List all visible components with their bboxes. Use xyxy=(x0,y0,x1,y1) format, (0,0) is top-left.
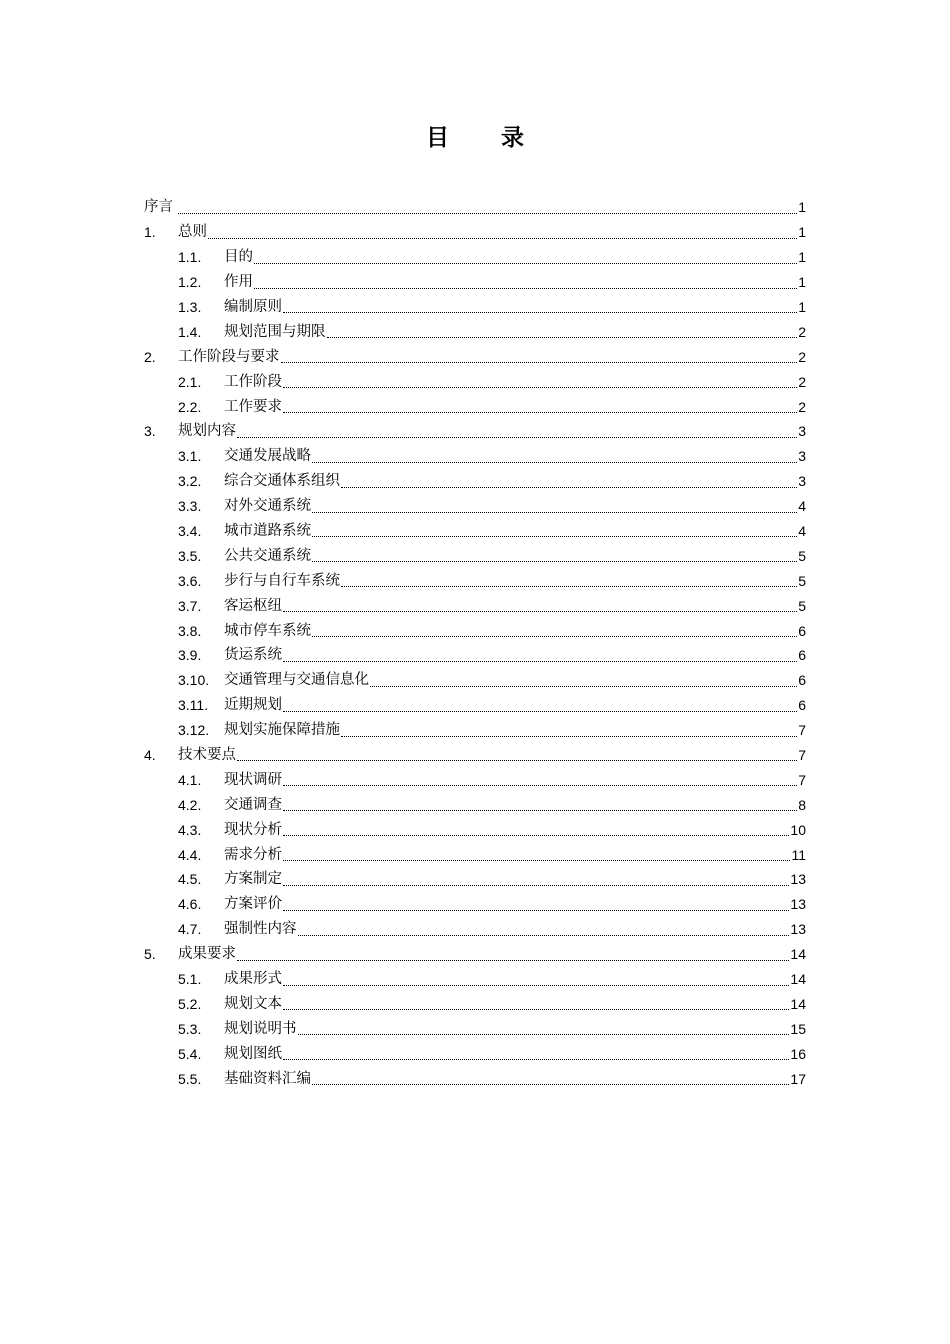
toc-section-entry[interactable] xyxy=(144,220,806,245)
toc-subsection-entry[interactable] xyxy=(144,917,806,942)
toc-entry-label: 成果形式 xyxy=(224,971,282,988)
toc-subsection-entry[interactable] xyxy=(144,817,806,842)
toc-dot-leader xyxy=(283,660,797,662)
toc-entry-page-number: 4 xyxy=(798,498,806,515)
toc-dot-leader xyxy=(312,461,797,463)
toc-entry-number: 2.1. xyxy=(178,373,202,390)
toc-entry-number: 2. xyxy=(144,348,156,365)
toc-subsection-entry[interactable] xyxy=(144,245,806,270)
toc-entry-page-number: 16 xyxy=(790,1045,806,1062)
toc-entry-number: 3.9. xyxy=(178,647,202,664)
toc-entry-label: 方案评价 xyxy=(224,896,282,913)
toc-entry-number: 5.4. xyxy=(178,1045,202,1062)
toc-entry-label: 编制原则 xyxy=(224,299,282,315)
toc-entry-label: 规划内容 xyxy=(178,423,236,440)
toc-subsection-entry[interactable] xyxy=(144,394,806,419)
toc-dot-leader xyxy=(298,934,790,936)
toc-entry-page-number: 1 xyxy=(798,274,806,291)
toc-entry-number: 5. xyxy=(144,946,156,963)
toc-entry-label: 工作阶段 xyxy=(224,373,282,390)
toc-entry-number: 4.6. xyxy=(178,896,202,913)
toc-dot-leader xyxy=(283,809,797,811)
toc-entry-page-number: 13 xyxy=(790,896,806,913)
toc-subsection-entry[interactable] xyxy=(144,568,806,593)
toc-entry-label: 作用 xyxy=(224,274,253,291)
toc-entry-label: 交通发展战略 xyxy=(224,448,311,465)
toc-subsection-entry[interactable] xyxy=(144,319,806,344)
toc-dot-leader xyxy=(283,859,790,861)
toc-subsection-entry[interactable] xyxy=(144,842,806,867)
toc-entry-label: 规划图纸 xyxy=(224,1045,282,1062)
toc-dot-leader xyxy=(341,486,797,488)
toc-subsection-entry[interactable] xyxy=(144,767,806,792)
toc-entry-label: 城市道路系统 xyxy=(224,523,311,540)
toc-entry-page-number: 5 xyxy=(798,547,806,564)
toc-title: 目 录 xyxy=(425,125,546,151)
toc-entry-label: 步行与自行车系统 xyxy=(224,572,340,589)
toc-dot-leader xyxy=(283,710,797,712)
toc-entry-number: 3.3. xyxy=(178,498,202,515)
toc-dot-leader xyxy=(254,262,797,264)
toc-entry-page-number: 2 xyxy=(798,398,806,415)
toc-subsection-entry[interactable] xyxy=(144,1016,806,1041)
toc-entry-page-number: 6 xyxy=(798,622,806,639)
toc-entry-page-number: 5 xyxy=(798,572,806,589)
toc-dot-leader xyxy=(312,535,797,537)
toc-entry-number: 2.2. xyxy=(178,398,202,415)
toc-entry-number: 3.11. xyxy=(178,697,209,714)
toc-entry-label: 方案制定 xyxy=(224,871,282,888)
toc-subsection-entry[interactable] xyxy=(144,668,806,693)
toc-entry-page-number: 14 xyxy=(790,995,806,1012)
toc-subsection-entry[interactable] xyxy=(144,593,806,618)
toc-dot-leader xyxy=(237,759,797,761)
toc-entry-page-number: 7 xyxy=(798,747,806,764)
toc-entry-label: 成果要求 xyxy=(178,946,236,963)
toc-entry-number: 3. xyxy=(144,423,156,440)
toc-subsection-entry[interactable] xyxy=(144,618,806,643)
toc-entry-label: 综合交通体系组织 xyxy=(224,473,340,490)
toc-subsection-entry[interactable] xyxy=(144,643,806,668)
toc-entry-page-number: 14 xyxy=(790,946,806,963)
toc-entry-page-number: 1 xyxy=(798,199,806,216)
toc-entry-number: 3.7. xyxy=(178,597,202,614)
toc-subsection-entry[interactable] xyxy=(144,444,806,469)
toc-subsection-entry[interactable] xyxy=(144,469,806,494)
toc-entry-label: 强制性内容 xyxy=(224,921,297,938)
toc-dot-leader xyxy=(341,585,797,587)
toc-dot-leader xyxy=(283,884,789,886)
toc-entry-label: 规划实施保障措施 xyxy=(224,722,340,739)
toc-entry-label: 规划范围与期限 xyxy=(224,323,326,340)
toc-dot-leader xyxy=(283,909,789,911)
toc-dot-leader xyxy=(312,511,797,513)
toc-entry-number: 4.7. xyxy=(178,921,202,938)
toc-entry-page-number: 4 xyxy=(798,523,806,540)
toc-entry-label: 基础资料汇编 xyxy=(224,1070,311,1087)
toc-entry-page-number: 3 xyxy=(798,448,806,465)
toc-entry-page-number: 11 xyxy=(791,846,806,863)
toc-entry-number: 3.2. xyxy=(178,473,202,490)
toc-entry-number: 1.2. xyxy=(178,274,202,291)
toc-dot-leader xyxy=(283,1058,789,1060)
toc-entry-label: 交通管理与交通信息化 xyxy=(224,672,369,689)
toc-entry-number: 3.8. xyxy=(178,622,202,639)
toc-entry-page-number: 5 xyxy=(798,597,806,614)
toc-subsection-entry[interactable] xyxy=(144,967,806,992)
toc-entry-label: 总则 xyxy=(178,224,207,241)
toc-entry-page-number: 3 xyxy=(798,423,806,440)
toc-subsection-entry[interactable] xyxy=(144,543,806,568)
toc-subsection-entry[interactable] xyxy=(144,295,806,320)
toc-subsection-entry[interactable] xyxy=(144,519,806,544)
toc-entry-page-number: 14 xyxy=(790,971,806,988)
toc-entry-number: 4.2. xyxy=(178,796,202,813)
toc-entry-number: 5.2. xyxy=(178,995,202,1012)
toc-entry-page-number: 6 xyxy=(798,697,806,714)
toc-dot-leader xyxy=(283,784,797,786)
toc-entry-page-number: 2 xyxy=(798,373,806,390)
toc-subsection-entry[interactable] xyxy=(144,892,806,917)
toc-dot-leader xyxy=(312,1083,789,1085)
toc-subsection-entry[interactable] xyxy=(144,494,806,519)
toc-entry-page-number: 1 xyxy=(798,224,806,241)
toc-entry-page-number: 17 xyxy=(790,1070,806,1087)
toc-entry-page-number: 6 xyxy=(798,647,806,664)
toc-entry-number: 4.5. xyxy=(178,871,202,888)
toc-entry-label: 技术要点 xyxy=(178,747,236,764)
toc-dot-leader xyxy=(237,959,789,961)
toc-section-entry[interactable] xyxy=(144,743,806,768)
toc-entry-number: 4.3. xyxy=(178,821,202,838)
toc-subsection-entry[interactable] xyxy=(144,270,806,295)
toc-entry-page-number: 2 xyxy=(798,323,806,340)
toc-entry-number: 3.4. xyxy=(178,523,202,540)
toc-entry-page-number: 3 xyxy=(798,473,806,490)
toc-subsection-entry[interactable] xyxy=(144,867,806,892)
toc-entry-page-number: 1 xyxy=(798,249,806,266)
toc-entry-label: 货运系统 xyxy=(224,647,282,664)
toc-dot-leader xyxy=(281,361,798,363)
toc-dot-leader xyxy=(312,635,797,637)
toc-entry-page-number: 10 xyxy=(790,821,806,838)
toc-entry-label: 对外交通系统 xyxy=(224,498,311,515)
toc-subsection-entry[interactable] xyxy=(144,1041,806,1066)
toc-section-entry[interactable] xyxy=(144,419,806,444)
toc-entry-label: 城市停车系统 xyxy=(224,622,311,639)
toc-entry-number: 5.3. xyxy=(178,1020,202,1037)
toc-list xyxy=(144,195,806,1091)
toc-entry-number: 5.1. xyxy=(178,971,202,988)
toc-entry-number: 1.1. xyxy=(178,249,202,266)
toc-entry-page-number: 7 xyxy=(798,722,806,739)
toc-entry-number: 3.1. xyxy=(178,448,202,465)
toc-subsection-entry[interactable] xyxy=(144,369,806,394)
toc-entry-number: 4.4. xyxy=(178,846,202,863)
toc-dot-leader xyxy=(254,287,797,289)
toc-dot-leader xyxy=(283,311,797,313)
toc-entry-number: 4.1. xyxy=(178,771,202,788)
toc-entry-label: 现状分析 xyxy=(224,821,282,838)
toc-entry-number: 3.6. xyxy=(178,572,202,589)
toc-dot-leader xyxy=(327,336,798,338)
toc-entry-page-number: 8 xyxy=(798,796,806,813)
toc-dot-leader xyxy=(283,834,789,836)
toc-entry-number: 1.3. xyxy=(178,299,202,315)
toc-dot-leader xyxy=(298,1033,790,1035)
toc-dot-leader xyxy=(283,386,797,388)
toc-section-entry[interactable] xyxy=(144,344,806,369)
toc-section-entry[interactable] xyxy=(144,942,806,967)
toc-dot-leader xyxy=(283,610,797,612)
toc-entry-number: 1.4. xyxy=(178,323,202,340)
toc-dot-leader xyxy=(283,1008,789,1010)
toc-subsection-entry[interactable] xyxy=(144,718,806,743)
toc-entry-label: 需求分析 xyxy=(224,846,282,863)
toc-dot-leader xyxy=(237,436,797,438)
toc-dot-leader xyxy=(283,411,797,413)
toc-entry-page-number: 13 xyxy=(790,921,806,938)
toc-entry-number: 3.12. xyxy=(178,722,210,739)
toc-dot-leader xyxy=(341,735,797,737)
toc-entry-page-number: 1 xyxy=(798,299,806,315)
toc-entry-label: 近期规划 xyxy=(224,697,282,714)
toc-entry-page-number: 6 xyxy=(798,672,806,689)
toc-dot-leader xyxy=(312,560,797,562)
toc-dot-leader xyxy=(178,212,797,214)
toc-entry-label: 规划说明书 xyxy=(224,1020,297,1037)
toc-subsection-entry[interactable] xyxy=(144,1066,806,1091)
toc-entry-label: 规划文本 xyxy=(224,995,282,1012)
toc-entry-number: 1. xyxy=(144,224,156,241)
toc-entry-page-number: 13 xyxy=(790,871,806,888)
toc-entry-page-number: 7 xyxy=(798,771,806,788)
toc-entry-label: 客运枢纽 xyxy=(224,597,282,614)
toc-preface-entry[interactable] xyxy=(144,195,806,220)
toc-entry-label: 序言 xyxy=(144,199,173,216)
toc-dot-leader xyxy=(370,685,797,687)
toc-entry-label: 公共交通系统 xyxy=(224,547,311,564)
toc-subsection-entry[interactable] xyxy=(144,792,806,817)
toc-entry-label: 工作要求 xyxy=(224,398,282,415)
toc-entry-label: 目的 xyxy=(224,249,253,266)
toc-entry-number: 3.5. xyxy=(178,547,202,564)
toc-subsection-entry[interactable] xyxy=(144,693,806,718)
toc-entry-number: 3.10. xyxy=(178,672,210,689)
toc-entry-label: 工作阶段与要求 xyxy=(178,348,280,365)
toc-entry-page-number: 15 xyxy=(790,1020,806,1037)
toc-entry-label: 交通调查 xyxy=(224,796,282,813)
toc-dot-leader xyxy=(283,984,789,986)
toc-dot-leader xyxy=(208,237,797,239)
toc-entry-page-number: 2 xyxy=(798,348,806,365)
toc-entry-number: 4. xyxy=(144,747,156,764)
toc-entry-number: 5.5. xyxy=(178,1070,202,1087)
toc-subsection-entry[interactable] xyxy=(144,992,806,1017)
toc-entry-label: 现状调研 xyxy=(224,771,282,788)
